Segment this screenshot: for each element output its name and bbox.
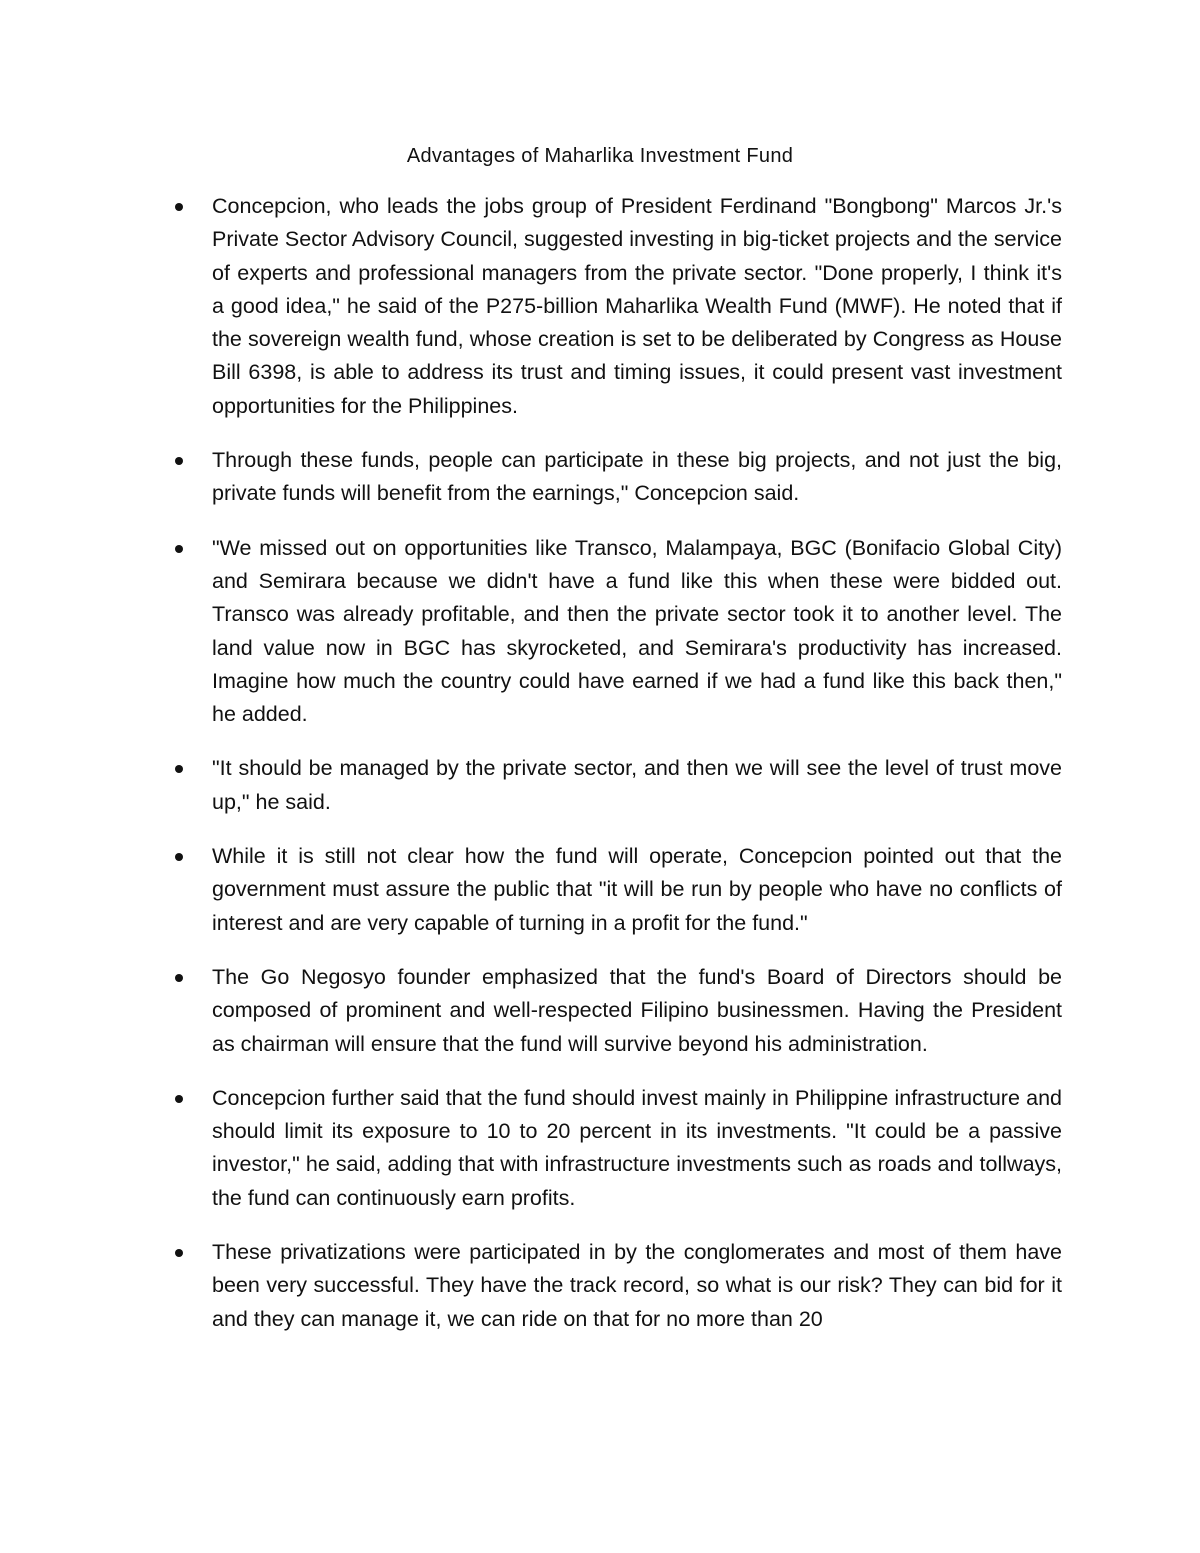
bullet-icon: [175, 853, 183, 861]
bullet-icon: [175, 1249, 183, 1257]
bullet-icon: [175, 457, 183, 465]
bullet-item: [212, 840, 1062, 940]
bullet-icon: [175, 974, 183, 982]
bullet-text: While it is still not clear how the fund will operate, Concepcion pointed out that the government must assure the public that "it will be run by people who have no conflicts of interest and are very capable of turning in a profit for the fund.": [212, 844, 1062, 935]
bullet-list: [212, 190, 1062, 1357]
bullet-text: These privatizations were participated in by the conglomerates and most of them have been very successful. They have the track record, so what is our risk? They can bid for it and they can manage it, we can ride on that for no more than 20: [212, 1240, 1062, 1331]
bullet-item: [212, 1236, 1062, 1336]
bullet-text: Concepcion further said that the fund should invest mainly in Philippine infrastructure and should limit its exposure to 10 to 20 percent in its investments. "It could be a passive investor," he said, adding that with infrastructure investments such as roads and tollways, the fund can continuously earn profits.: [212, 1085, 1062, 1210]
bullet-text: "It should be managed by the private sector, and then we will see the level of trust move up," he said.: [212, 756, 1062, 814]
bullet-icon: [175, 203, 183, 211]
bullet-text: "We missed out on opportunities like Transco, Malampaya, BGC (Bonifacio Global City) and Semirara because we didn't have a fund like this when these were bidded out. Transco was already profitable, and then the private sector took it to another level. The land value now in BGC has skyrocketed, and Semirara's productivity has increased. Imagine how much the country could have earned if we had a fund like this back then," he added.: [212, 535, 1062, 727]
bullet-text: Concepcion, who leads the jobs group of President Ferdinand "Bongbong" Marcos Jr.'s Private Sector Advisory Council, suggested investing in big-ticket projects and the service of experts and professional managers from the private sector. "Done properly, I think it's a good idea," he said of the P275-billion Maharlika Wealth Fund (MWF). He noted that if the sovereign wealth fund, whose creation is set to be deliberated by Congress as House Bill 6398, is able to address its trust and timing issues, it could present vast investment opportunities for the Philippines.: [212, 194, 1062, 418]
bullet-icon: [175, 765, 183, 773]
bullet-item: [212, 444, 1062, 511]
bullet-item: [212, 752, 1062, 819]
bullet-icon: [175, 1095, 183, 1103]
bullet-item: [212, 532, 1062, 732]
bullet-item: [212, 190, 1062, 423]
document-title: Advantages of Maharlika Investment Fund: [406, 145, 794, 167]
bullet-text: Through these funds, people can participate in these big projects, and not just the big, private funds will benefit from the earnings," Concepcion said.: [212, 448, 1062, 506]
bullet-item: [212, 1082, 1062, 1215]
bullet-text: The Go Negosyo founder emphasized that the fund's Board of Directors should be composed of prominent and well-respected Filipino businessmen. Having the President as chairman will ensure that the fund will survive beyond his administration.: [212, 964, 1062, 1056]
bullet-icon: [175, 545, 183, 553]
bullet-item: [212, 961, 1062, 1061]
